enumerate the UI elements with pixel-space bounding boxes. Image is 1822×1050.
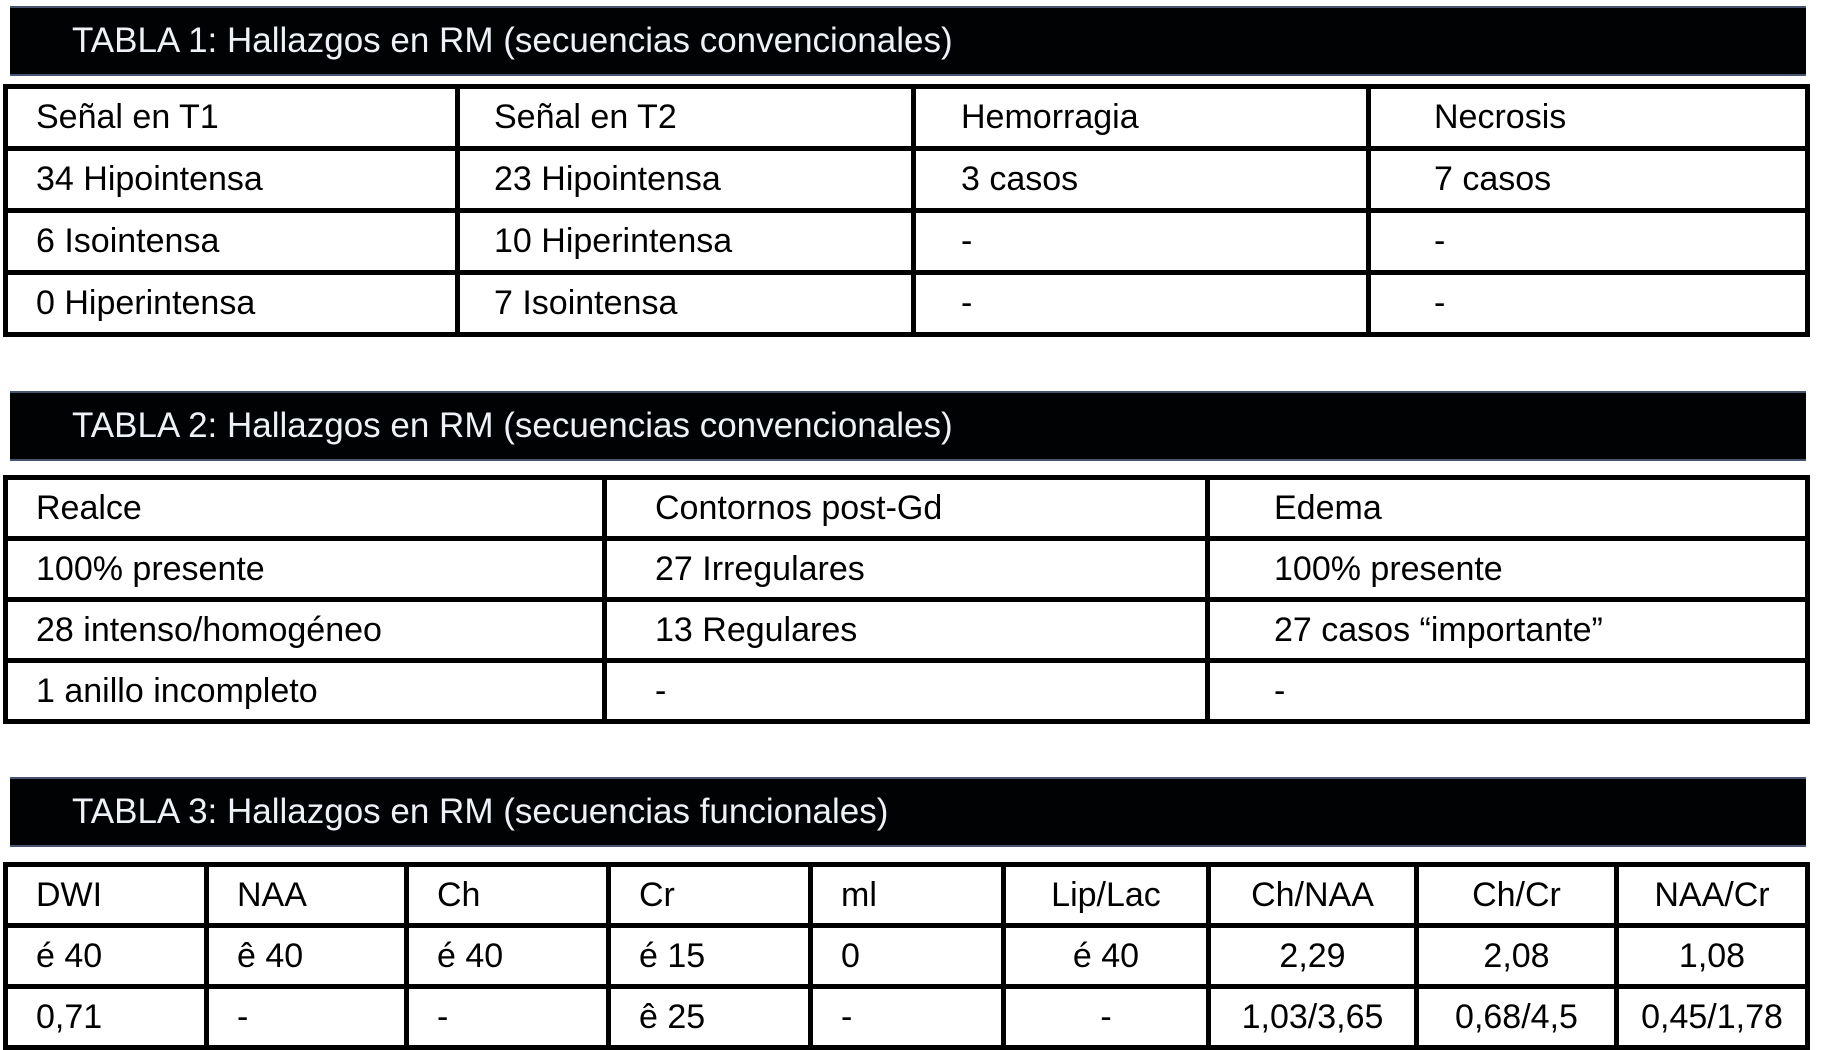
column-header: Ch/Cr xyxy=(1417,865,1617,926)
table-cell: 1,08 xyxy=(1617,926,1808,987)
table3-title: TABLA 3: Hallazgos en RM (secuencias funcionales) xyxy=(72,792,889,831)
table-cell: 23 Hipointensa xyxy=(458,149,914,211)
table-cell: - xyxy=(407,987,609,1048)
table-cell: 1,03/3,65 xyxy=(1209,987,1417,1048)
table-row xyxy=(6,926,1808,987)
column-header: NAA/Cr xyxy=(1617,865,1808,926)
table-cell: 34 Hipointensa xyxy=(6,149,458,211)
table2-title: TABLA 2: Hallazgos en RM (secuencias convencionales) xyxy=(72,406,953,445)
table-cell: 7 casos xyxy=(1369,149,1808,211)
column-header: Lip/Lac xyxy=(1004,865,1209,926)
table-cell: 2,29 xyxy=(1209,926,1417,987)
column-header: Contornos post-Gd xyxy=(605,478,1208,539)
table-row xyxy=(6,539,1808,600)
table-cell: 0,68/4,5 xyxy=(1417,987,1617,1048)
table-cell: - xyxy=(811,987,1004,1048)
table-cell: 0,45/1,78 xyxy=(1617,987,1808,1048)
table-cell: - xyxy=(605,661,1208,722)
table-row xyxy=(6,273,1808,335)
table-cell: ê 40 xyxy=(207,926,407,987)
table-cell: - xyxy=(1004,987,1209,1048)
table-cell: 1 anillo incompleto xyxy=(6,661,605,722)
table-row xyxy=(6,211,1808,273)
table1-header-row xyxy=(6,87,1808,149)
table3-header-row xyxy=(6,865,1808,926)
table-cell: 27 casos “importante” xyxy=(1208,600,1808,661)
table1-title-bar xyxy=(10,6,1806,76)
table-row xyxy=(6,600,1808,661)
table-cell: ê 25 xyxy=(609,987,811,1048)
table-cell: - xyxy=(207,987,407,1048)
table3-grid xyxy=(3,862,1810,1050)
table-cell: 10 Hiperintensa xyxy=(458,211,914,273)
column-header: Necrosis xyxy=(1369,87,1808,149)
table-cell: é 40 xyxy=(407,926,609,987)
column-header: ml xyxy=(811,865,1004,926)
column-header: Señal en T1 xyxy=(6,87,458,149)
table-cell: 7 Isointensa xyxy=(458,273,914,335)
column-header: Realce xyxy=(6,478,605,539)
table3-title-bar xyxy=(10,777,1806,847)
table-row xyxy=(6,987,1808,1048)
column-header: DWI xyxy=(6,865,207,926)
table-cell: 28 intenso/homogéneo xyxy=(6,600,605,661)
table-cell: - xyxy=(1369,211,1808,273)
table-cell: 27 Irregulares xyxy=(605,539,1208,600)
table-cell: 13 Regulares xyxy=(605,600,1208,661)
column-header: Edema xyxy=(1208,478,1808,539)
table-cell: 0,71 xyxy=(6,987,207,1048)
column-header: Señal en T2 xyxy=(458,87,914,149)
table-cell: é 15 xyxy=(609,926,811,987)
table2-header-row xyxy=(6,478,1808,539)
table2-title-bar xyxy=(10,391,1806,461)
table-cell: - xyxy=(1208,661,1808,722)
table-cell: é 40 xyxy=(6,926,207,987)
table-row xyxy=(6,661,1808,722)
table-cell: 3 casos xyxy=(914,149,1369,211)
column-header: NAA xyxy=(207,865,407,926)
column-header: Ch xyxy=(407,865,609,926)
column-header: Ch/NAA xyxy=(1209,865,1417,926)
table1-grid xyxy=(3,84,1810,337)
table-cell: 100% presente xyxy=(1208,539,1808,600)
table-cell: 6 Isointensa xyxy=(6,211,458,273)
table-cell: 0 Hiperintensa xyxy=(6,273,458,335)
table-cell: - xyxy=(914,273,1369,335)
table1-title: TABLA 1: Hallazgos en RM (secuencias convencionales) xyxy=(72,21,953,60)
column-header: Hemorragia xyxy=(914,87,1369,149)
table-cell: - xyxy=(1369,273,1808,335)
table-cell: - xyxy=(914,211,1369,273)
table2-grid xyxy=(3,475,1810,724)
table-cell: é 40 xyxy=(1004,926,1209,987)
table-cell: 0 xyxy=(811,926,1004,987)
column-header: Cr xyxy=(609,865,811,926)
table-cell: 2,08 xyxy=(1417,926,1617,987)
table-row xyxy=(6,149,1808,211)
table-cell: 100% presente xyxy=(6,539,605,600)
